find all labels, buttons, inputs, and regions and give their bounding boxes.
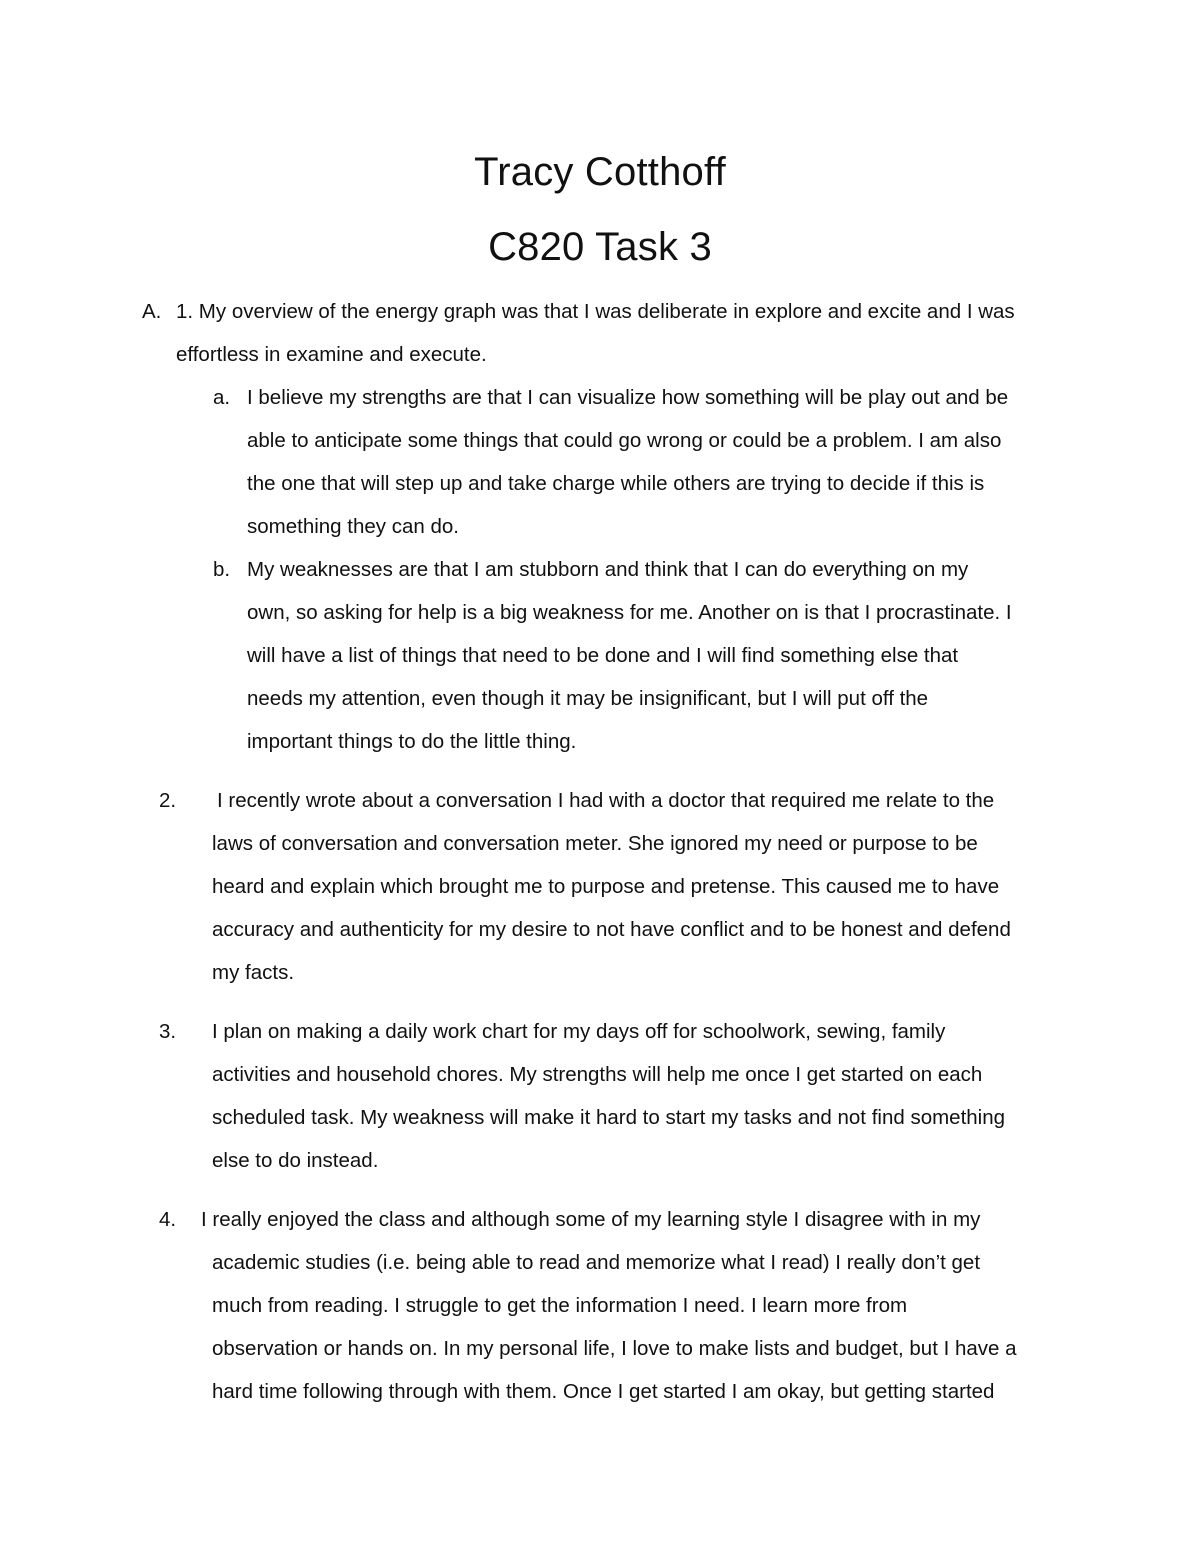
sub-a-line-3: the one that will step up and take charge while others are trying to decide if this is (247, 472, 985, 495)
item3-marker: 3. (159, 1020, 177, 1043)
sub-b-line-5: important things to do the little thing. (247, 730, 577, 753)
item2-line-3: heard and explain which brought me to purpose and pretense. This caused me to have (212, 875, 1000, 898)
item1-line-1: 1. My overview of the energy graph was that I was deliberate in explore and excite and I was (176, 300, 1015, 323)
item4-line-3: much from reading. I struggle to get the information I need. I learn more from (212, 1294, 908, 1317)
item4-marker: 4. (159, 1208, 177, 1231)
section-a-marker: A. (142, 300, 162, 323)
item2-line-1: I recently wrote about a conversation I had with a doctor that required me relate to the (217, 789, 995, 812)
item3-line-4: else to do instead. (212, 1149, 379, 1172)
item2-line-5: my facts. (212, 961, 295, 984)
item1-line-2: effortless in examine and execute. (176, 343, 487, 366)
sub-b-line-2: own, so asking for help is a big weakness for me. Another on is that I procrastinate. I (247, 601, 1012, 624)
sub-b-marker: b. (213, 558, 231, 581)
sub-a-line-4: something they can do. (247, 515, 459, 538)
item4-line-5: hard time following through with them. Once I get started I am okay, but getting started (212, 1380, 995, 1403)
item2-line-2: laws of conversation and conversation meter. She ignored my need or purpose to be (212, 832, 978, 855)
item4-line-1: I really enjoyed the class and although some of my learning style I disagree with in my (201, 1208, 981, 1231)
item2-line-4: accuracy and authenticity for my desire to not have conflict and to be honest and defend (212, 918, 1011, 941)
item4-line-4: observation or hands on. In my personal life, I love to make lists and budget, but I have a (212, 1337, 1017, 1360)
sub-b-line-3: will have a list of things that need to be done and I will find something else that (247, 644, 959, 667)
sub-b-line-4: needs my attention, even though it may be insignificant, but I will put off the (247, 687, 929, 710)
item3-line-3: scheduled task. My weakness will make it hard to start my tasks and not find something (212, 1106, 1006, 1129)
sub-b-line-1: My weaknesses are that I am stubborn and think that I can do everything on my (247, 558, 969, 581)
item2-marker: 2. (159, 789, 177, 812)
author-name: Tracy Cotthoff (474, 150, 726, 194)
item3-line-1: I plan on making a daily work chart for my days off for schoolwork, sewing, family (212, 1020, 946, 1043)
sub-a-line-2: able to anticipate some things that could go wrong or could be a problem. I am also (247, 429, 1002, 452)
item4-line-2: academic studies (i.e. being able to read and memorize what I read) I really don’t get (212, 1251, 981, 1274)
course-title: C820 Task 3 (488, 225, 712, 269)
item3-line-2: activities and household chores. My strengths will help me once I get started on each (212, 1063, 983, 1086)
sub-a-line-1: I believe my strengths are that I can visualize how something will be play out and be (247, 386, 1009, 409)
sub-a-marker: a. (213, 386, 231, 409)
